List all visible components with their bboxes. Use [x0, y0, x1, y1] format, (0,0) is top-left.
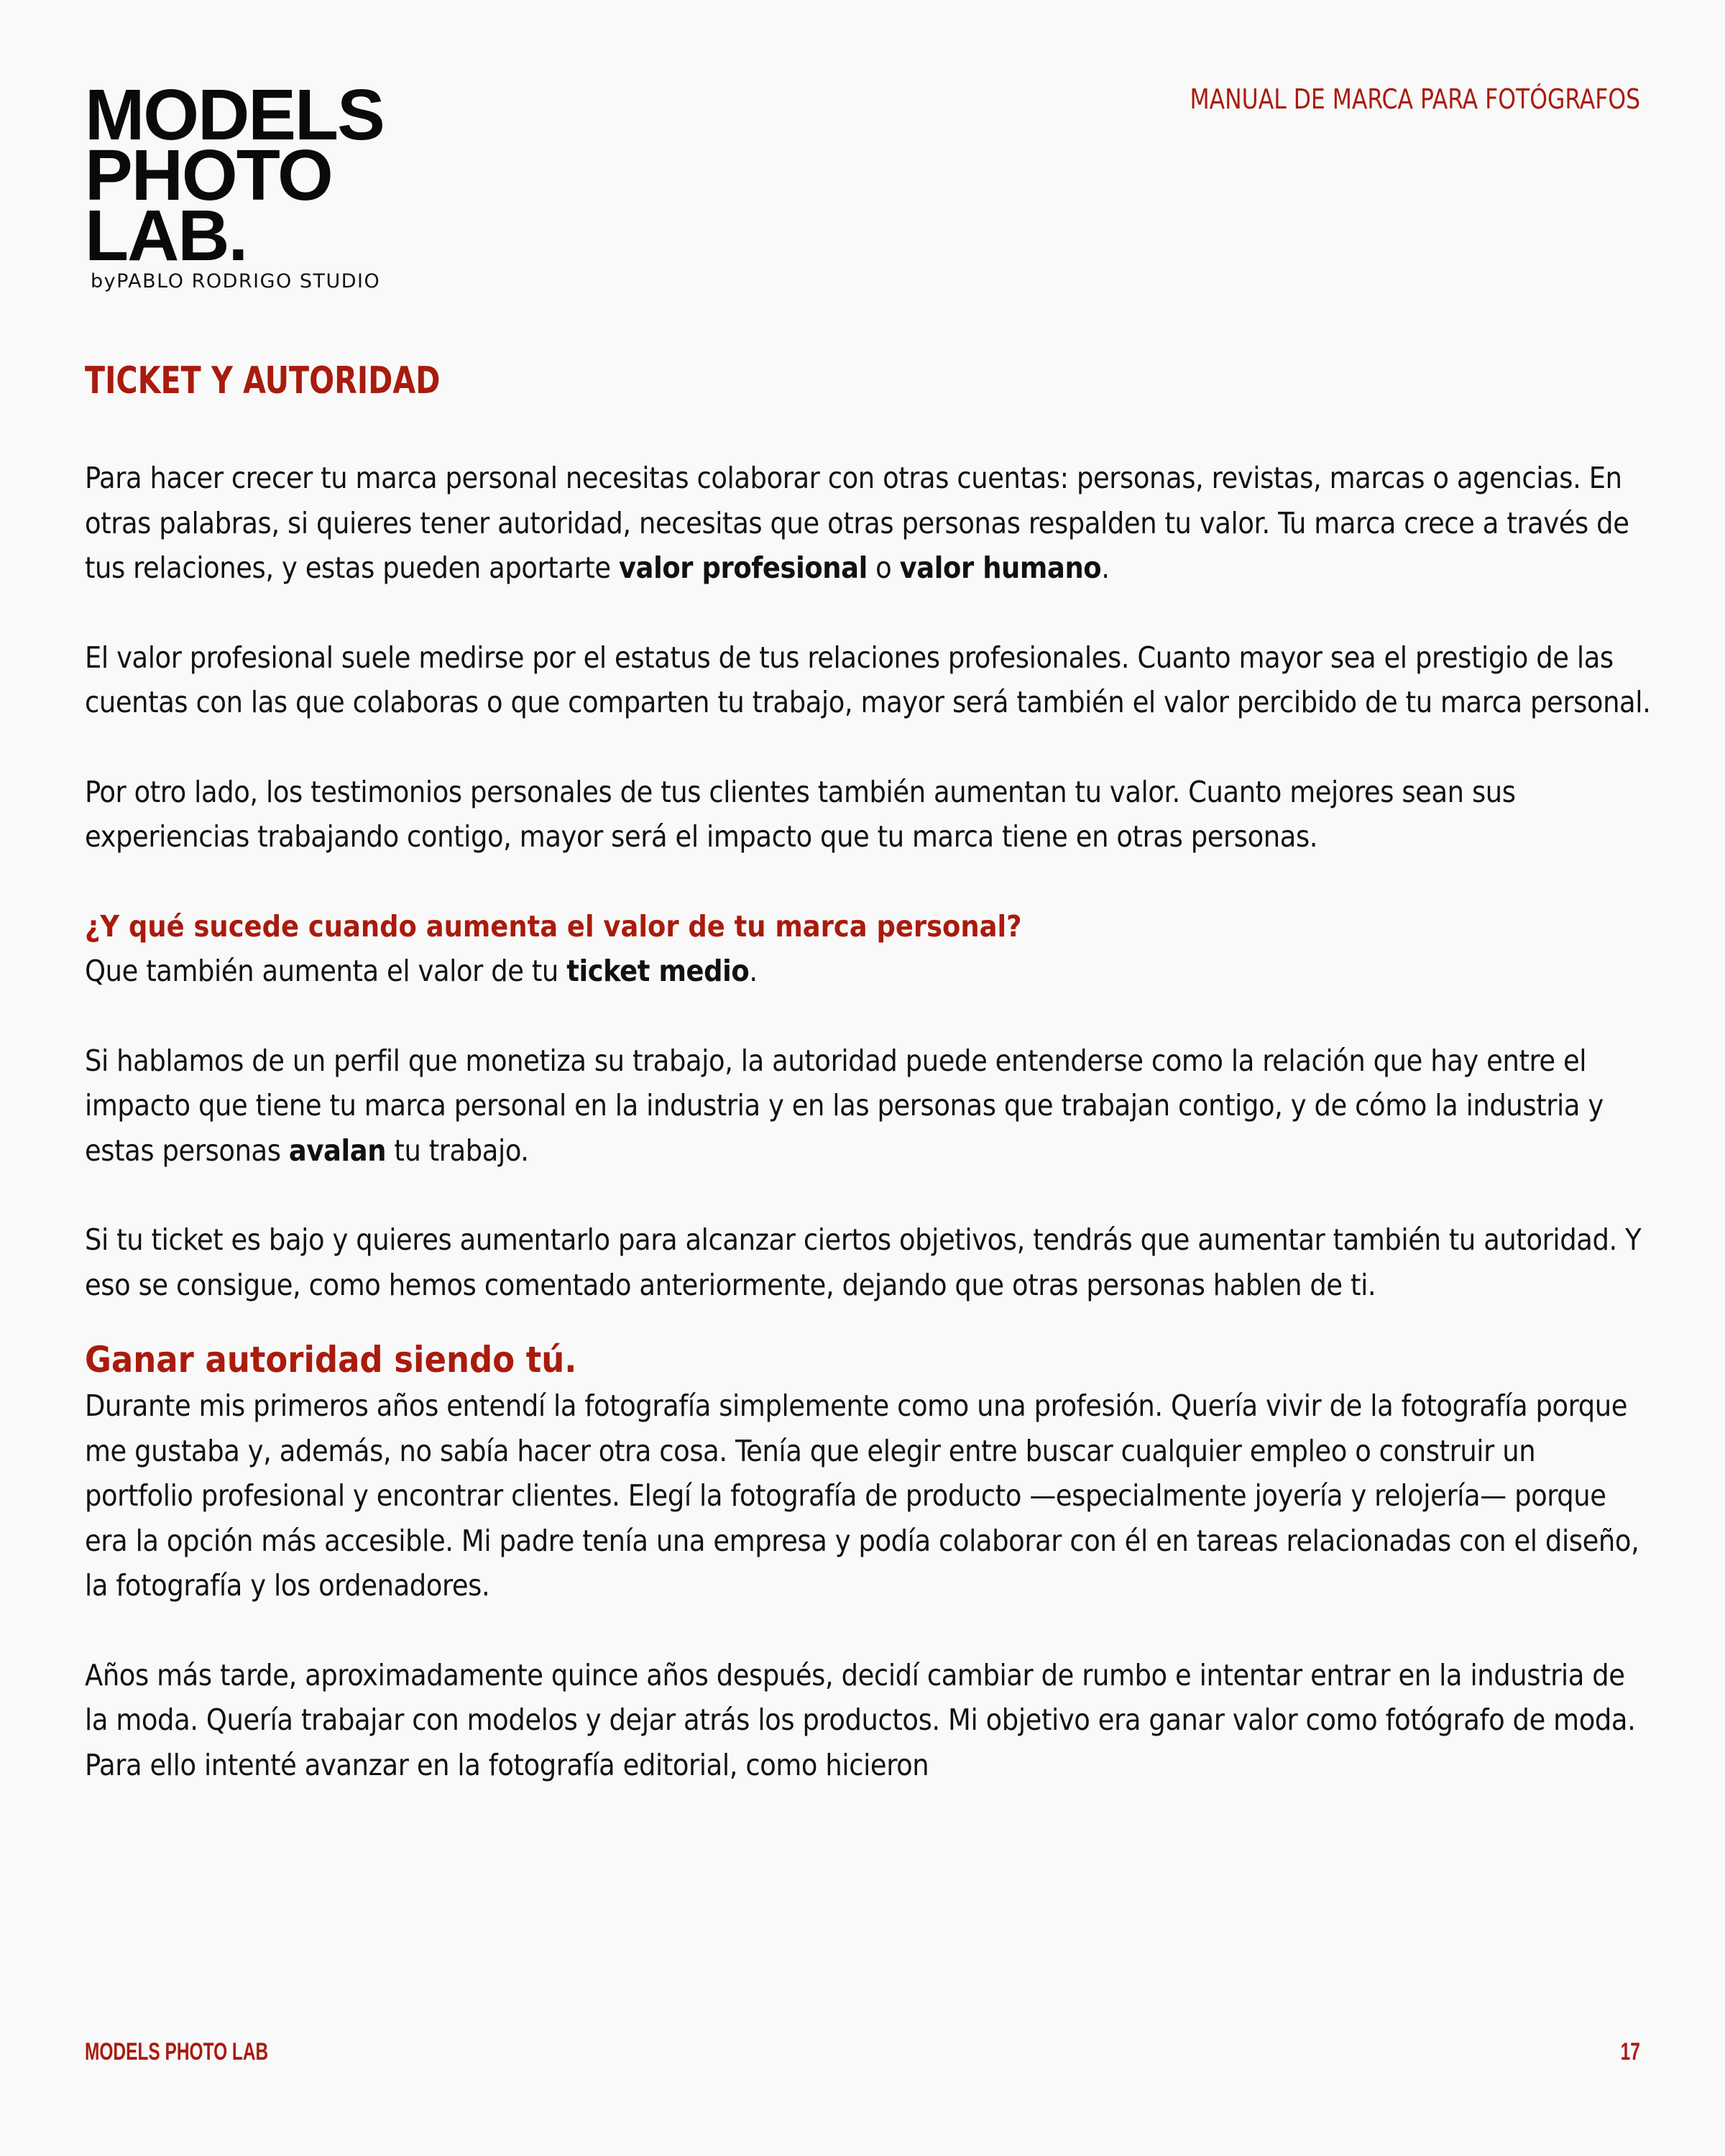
- paragraph-early-years: Durante mis primeros años entendí la fotografía simplemente como una profesión. Quería vivir de la fotografía porque me gustaba y, además, no sabía hacer otra cosa. Tenía que elegir entre buscar cualquier empleo o construir un portfolio profesional y encontrar clientes. Elegí la fotografía de producto —especialmente joyería y relojería— porque era la opción más accesible. Mi padre tenía una empresa y podía colaborar con él en tareas relacionadas con el diseño, la fotografía y los ordenadores.: [85, 1388, 1639, 1603]
- emphasis-ticket-medio: ticket medio: [566, 954, 750, 988]
- footer-brand: MODELS PHOTO LAB: [85, 2038, 269, 2065]
- subsection-title: Ganar autoridad siendo tú.: [85, 1339, 577, 1381]
- answer-text: Que también aumenta el valor de tu ticket medio.: [85, 954, 758, 988]
- section-title: TICKET Y AUTORIDAD: [85, 359, 441, 402]
- logo-line-3: LAB.: [85, 195, 247, 276]
- emphasis-human-value: valor humano: [899, 550, 1102, 585]
- question-heading: ¿Y qué sucede cuando aumenta el valor de tu marca personal?: [85, 908, 1022, 944]
- emphasis-avalan: avalan: [288, 1133, 387, 1168]
- page-number: 17: [1620, 2038, 1640, 2065]
- paragraph-fashion-shift: Años más tarde, aproximadamente quince años después, decidí cambiar de rumbo e intentar entrar en la industria de la moda. Quería trabajar con modelos y dejar atrás los productos. Mi objetivo era ganar valor como fotógrafo de moda. Para ello intenté avanzar en la fotografía editorial, como hicieron: [85, 1657, 1636, 1782]
- logo-subtitle: byPABLO RODRIGO STUDIO: [91, 270, 381, 292]
- paragraph-professional-value: El valor profesional suele medirse por el estatus de tus relaciones profesionales. Cuanto mayor sea el prestigio de las cuentas con las que colaboras o que comparten tu trabajo, mayor será también el valor percibido de tu marca personal.: [85, 640, 1651, 719]
- logo-line-2: PHOTO: [85, 135, 332, 216]
- page-content: [85, 359, 1652, 1832]
- paragraph-testimonials: Por otro lado, los testimonios personales de tus clientes también aumentan tu valor. Cuanto mejores sean sus experiencias trabajando contigo, mayor será el impacto que tu marca tiene en otras personas.: [85, 774, 1516, 854]
- paragraph-relationships: Para hacer crecer tu marca personal necesitas colaborar con otras cuentas: personas, revistas, marcas o agencias. En otras palabras, si quieres tener autoridad, necesitas que otras personas respalden tu valor. Tu marca crece a través de tus relaciones, y estas pueden aportarte valor profesional o valor humano.: [85, 461, 1629, 585]
- emphasis-professional-value: valor profesional: [618, 550, 868, 585]
- brand-logo: [85, 75, 384, 292]
- paragraph-authority-definition: Si hablamos de un perfil que monetiza su trabajo, la autoridad puede entenderse como la relación que hay entre el impacto que tiene tu marca personal en la industria y en las personas que trabajan contigo, y de cómo la industria y estas personas avalan tu trabajo.: [85, 1043, 1604, 1168]
- logo-line-1: MODELS: [85, 75, 384, 155]
- document-title: MANUAL DE MARCA PARA FOTÓGRAFOS: [1190, 83, 1640, 115]
- paragraph-low-ticket: Si tu ticket es bajo y quieres aumentarlo para alcanzar ciertos objetivos, tendrás que aumentar también tu autoridad. Y eso se consigue, como hemos comentado anteriormente, dejando que otras personas hablen de ti.: [85, 1222, 1642, 1302]
